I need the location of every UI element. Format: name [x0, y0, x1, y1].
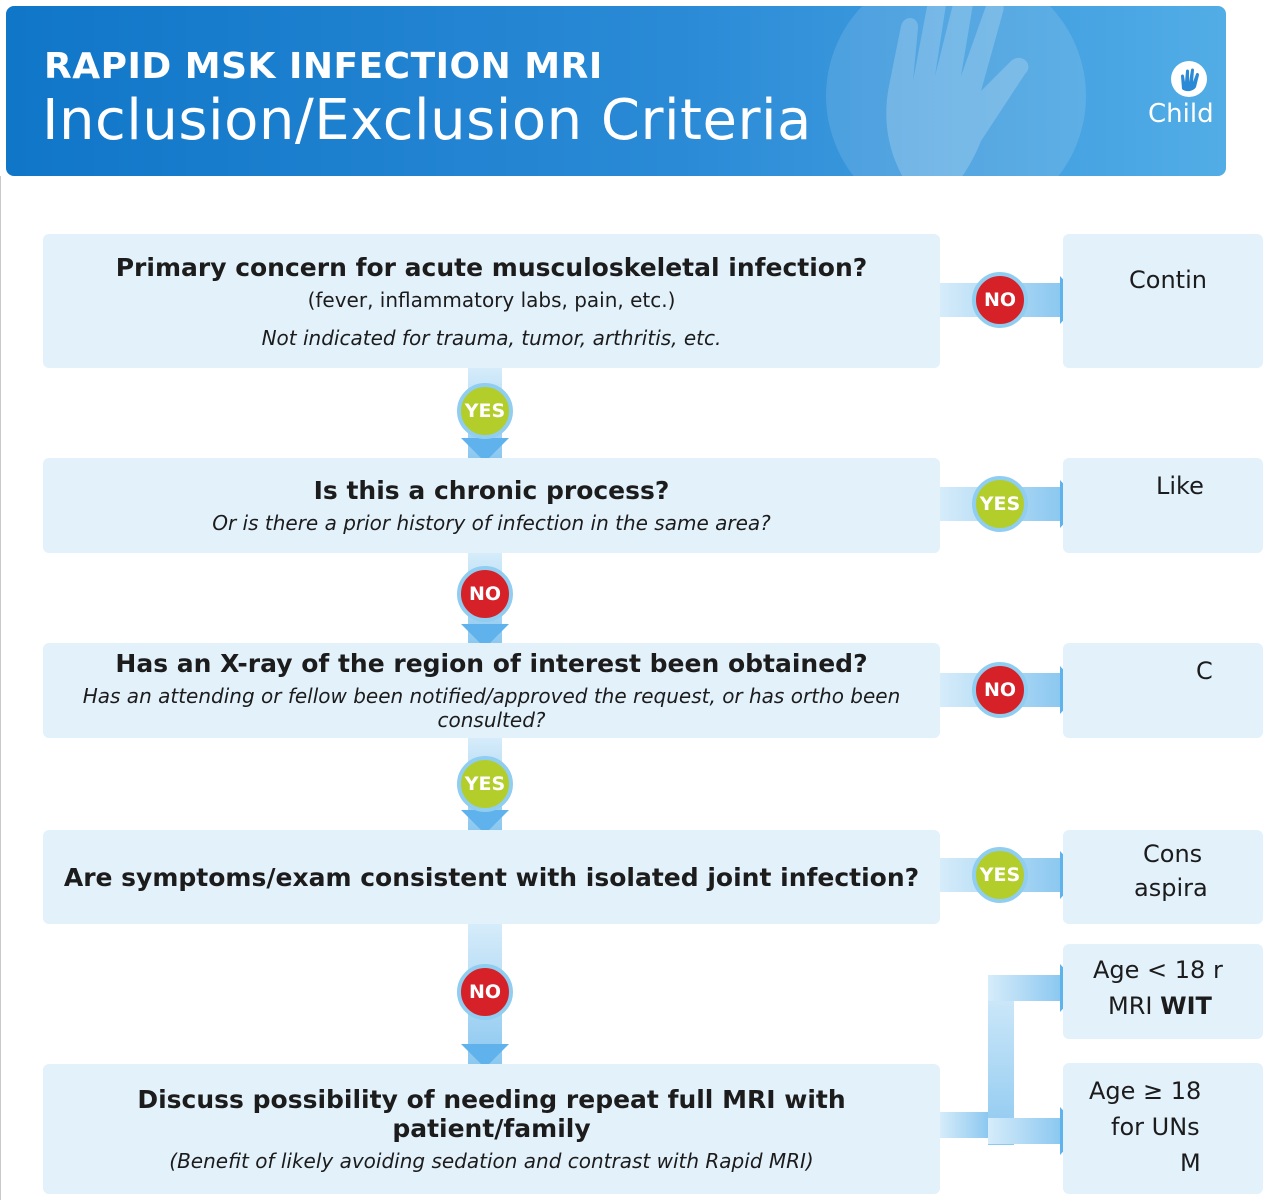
title-line-2: Inclusion/Exclusion Criteria: [42, 88, 812, 153]
step-4-box: [43, 830, 940, 924]
step-1-yes-badge: YES: [457, 383, 513, 439]
step-3-yes-badge: YES: [457, 756, 513, 812]
outcome-over-18-line-2: for UNs: [1111, 1113, 1200, 1141]
step-3-question: Has an X-ray of the region of interest been obtained?: [115, 649, 868, 678]
header-banner: [6, 6, 1226, 176]
step-2-box: [43, 458, 940, 553]
hand-watermark-icon: [821, 0, 1091, 226]
step-1-no-badge: NO: [972, 272, 1028, 328]
logo-text: Child: [1148, 99, 1214, 129]
outcome-over-18-box: [1063, 1063, 1263, 1194]
outcome-over-18-line-1: Age ≥ 18: [1089, 1077, 1202, 1105]
outcome-under-18-line-1: Age < 18 r: [1093, 956, 1223, 984]
result-4-line-2: aspira: [1134, 874, 1208, 902]
step-5-box: [43, 1064, 940, 1194]
result-box-3: [1063, 643, 1263, 738]
page-border: [0, 176, 1, 1200]
step-2-no-badge: NO: [457, 566, 513, 622]
step-4-no-badge: NO: [457, 964, 513, 1020]
result-4-line-1: Cons: [1143, 840, 1203, 868]
result-box-4: [1063, 830, 1263, 924]
result-1-text: Contin: [1129, 266, 1207, 294]
step-2-yes-badge: YES: [972, 476, 1028, 532]
step-2-question: Is this a chronic process?: [313, 476, 670, 505]
result-3-text: C: [1196, 657, 1213, 685]
step-3-note: Has an attending or fellow been notified/approved the request, or has ortho been consulted?: [82, 684, 901, 732]
step-1-note: (fever, inflammatory labs, pain, etc.): [307, 287, 676, 312]
step-1-box: [43, 234, 940, 368]
result-2-text: Like: [1156, 472, 1204, 500]
step-1-exclusion-note: Not indicated for trauma, tumor, arthritis, etc.: [261, 325, 722, 350]
step-2-note: Or is there a prior history of infection in the same area?: [212, 511, 771, 535]
outcome-under-18-box: [1063, 944, 1263, 1039]
result-box-1: [1063, 234, 1263, 368]
title-line-1: RAPID MSK INFECTION MRI: [44, 46, 603, 87]
branch-connector-lower: [988, 1118, 1060, 1144]
outcome-under-18-line-2: MRI WIT: [1108, 992, 1212, 1020]
step-5-note: (Benefit of likely avoiding sedation and contrast with Rapid MRI): [169, 1149, 814, 1173]
step-4-question: Are symptoms/exam consistent with isolated joint infection?: [63, 862, 920, 892]
step-1-question: Primary concern for acute musculoskeletal infection?: [115, 252, 868, 282]
hand-logo-icon: [1169, 59, 1209, 99]
step-3-no-badge: NO: [972, 662, 1028, 718]
step-4-yes-badge: YES: [972, 847, 1028, 903]
step-5-question: Discuss possibility of needing repeat full MRI with patient/family: [137, 1085, 846, 1143]
outcome-over-18-line-3: M: [1180, 1149, 1201, 1177]
branch-connector-horizontal: [940, 1112, 988, 1138]
result-box-2: [1063, 458, 1263, 553]
step-3-box: [43, 643, 940, 738]
branch-connector-upper: [988, 975, 1060, 1001]
